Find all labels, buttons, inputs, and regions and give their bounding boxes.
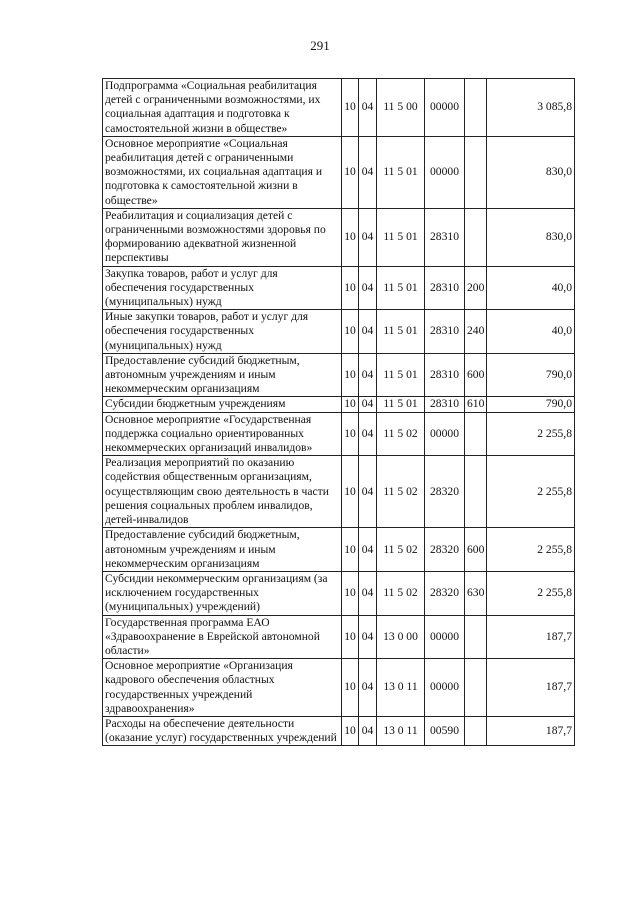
section-code-cell: 10 (342, 456, 359, 528)
expense-name-cell: Иные закупки товаров, работ и услуг для обеспечения государственных (муниципальных) нужд (103, 310, 342, 354)
subsection-code-cell: 04 (359, 208, 377, 266)
target-article-code-cell: 11 5 01 (377, 208, 425, 266)
amount-cell: 790,0 (487, 353, 575, 397)
expense-name-cell: Реабилитация и социализация детей с ограниченными возможностями здоровья по формированию адекватной жизненной перспективы (103, 208, 342, 266)
subsection-code-cell: 04 (359, 353, 377, 397)
expense-type-code-cell: 200 (465, 266, 487, 310)
expense-name-cell: Государственная программа ЕАО «Здравоохранение в Еврейской автономной области» (103, 615, 342, 659)
target-article-suffix-cell: 00000 (425, 659, 465, 717)
amount-cell: 187,7 (487, 615, 575, 659)
table-row (103, 310, 575, 354)
amount-cell: 2 255,8 (487, 528, 575, 572)
expense-name-cell: Подпрограмма «Социальная реабилитация детей с ограниченными возможностями, их социальная адаптация и подготовка к самостоятельной жизни в обществе» (103, 79, 342, 137)
subsection-code-cell: 04 (359, 79, 377, 137)
expense-name-cell: Субсидии некоммерческим организациям (за исключением государственных (муниципальных) учреждений) (103, 571, 342, 615)
target-article-code-cell: 13 0 11 (377, 716, 425, 745)
expense-type-code-cell: 600 (465, 353, 487, 397)
target-article-suffix-cell: 00000 (425, 79, 465, 137)
section-code-cell: 10 (342, 397, 359, 412)
section-code-cell: 10 (342, 716, 359, 745)
section-code-cell: 10 (342, 615, 359, 659)
target-article-suffix-cell: 28310 (425, 310, 465, 354)
section-code-cell: 10 (342, 571, 359, 615)
amount-cell: 187,7 (487, 716, 575, 745)
subsection-code-cell: 04 (359, 528, 377, 572)
table-row (103, 397, 575, 412)
target-article-suffix-cell: 28310 (425, 353, 465, 397)
expense-type-code-cell (465, 208, 487, 266)
section-code-cell: 10 (342, 353, 359, 397)
expense-type-code-cell (465, 456, 487, 528)
table-row (103, 456, 575, 528)
target-article-suffix-cell: 00000 (425, 615, 465, 659)
target-article-suffix-cell: 28320 (425, 528, 465, 572)
expense-type-code-cell (465, 659, 487, 717)
expense-type-code-cell (465, 136, 487, 208)
section-code-cell: 10 (342, 79, 359, 137)
expense-name-cell: Основное мероприятие «Государственная поддержка социально ориентированных некоммерческих организаций инвалидов» (103, 412, 342, 456)
table-row (103, 136, 575, 208)
amount-cell: 40,0 (487, 266, 575, 310)
target-article-code-cell: 11 5 01 (377, 266, 425, 310)
amount-cell: 3 085,8 (487, 79, 575, 137)
table-row (103, 571, 575, 615)
target-article-suffix-cell: 00000 (425, 136, 465, 208)
table-row (103, 79, 575, 137)
table-row (103, 615, 575, 659)
target-article-suffix-cell: 00000 (425, 412, 465, 456)
expense-type-code-cell (465, 615, 487, 659)
section-code-cell: 10 (342, 310, 359, 354)
subsection-code-cell: 04 (359, 571, 377, 615)
amount-cell: 2 255,8 (487, 412, 575, 456)
amount-cell: 830,0 (487, 136, 575, 208)
target-article-code-cell: 11 5 02 (377, 412, 425, 456)
table-row (103, 412, 575, 456)
budget-table (102, 78, 575, 746)
section-code-cell: 10 (342, 659, 359, 717)
amount-cell: 830,0 (487, 208, 575, 266)
target-article-code-cell: 11 5 02 (377, 528, 425, 572)
target-article-suffix-cell: 28310 (425, 266, 465, 310)
expense-name-cell: Основное мероприятие «Социальная реабилитация детей с ограниченными возможностями, их социальная адаптация и подготовка к самостоятельной жизни в обществе» (103, 136, 342, 208)
subsection-code-cell: 04 (359, 615, 377, 659)
expense-type-code-cell: 600 (465, 528, 487, 572)
expense-type-code-cell (465, 412, 487, 456)
subsection-code-cell: 04 (359, 397, 377, 412)
section-code-cell: 10 (342, 136, 359, 208)
expense-name-cell: Основное мероприятие «Организация кадрового обеспечения областных государственных учреждений здравоохранения» (103, 659, 342, 717)
expense-type-code-cell (465, 79, 487, 137)
target-article-suffix-cell: 00590 (425, 716, 465, 745)
target-article-code-cell: 11 5 01 (377, 136, 425, 208)
subsection-code-cell: 04 (359, 310, 377, 354)
expense-type-code-cell: 630 (465, 571, 487, 615)
amount-cell: 2 255,8 (487, 571, 575, 615)
expense-type-code-cell: 610 (465, 397, 487, 412)
subsection-code-cell: 04 (359, 412, 377, 456)
subsection-code-cell: 04 (359, 266, 377, 310)
expense-name-cell: Предоставление субсидий бюджетным, автономным учреждениям и иным некоммерческим организациям (103, 353, 342, 397)
table-row (103, 528, 575, 572)
target-article-code-cell: 11 5 02 (377, 571, 425, 615)
target-article-code-cell: 11 5 01 (377, 397, 425, 412)
subsection-code-cell: 04 (359, 659, 377, 717)
amount-cell: 40,0 (487, 310, 575, 354)
page-number: 291 (310, 38, 330, 53)
section-code-cell: 10 (342, 412, 359, 456)
target-article-code-cell: 13 0 11 (377, 659, 425, 717)
target-article-code-cell: 11 5 01 (377, 353, 425, 397)
expense-type-code-cell (465, 716, 487, 745)
target-article-suffix-cell: 28310 (425, 208, 465, 266)
amount-cell: 187,7 (487, 659, 575, 717)
expense-name-cell: Реализация мероприятий по оказанию содействия общественным организациям, осуществляющим свою деятельность в части решения социальных проблем инвалидов, детей-инвалидов (103, 456, 342, 528)
subsection-code-cell: 04 (359, 456, 377, 528)
target-article-suffix-cell: 28310 (425, 397, 465, 412)
table-row (103, 266, 575, 310)
section-code-cell: 10 (342, 528, 359, 572)
target-article-code-cell: 13 0 00 (377, 615, 425, 659)
amount-cell: 2 255,8 (487, 456, 575, 528)
target-article-code-cell: 11 5 02 (377, 456, 425, 528)
subsection-code-cell: 04 (359, 716, 377, 745)
target-article-suffix-cell: 28320 (425, 456, 465, 528)
expense-type-code-cell: 240 (465, 310, 487, 354)
expense-name-cell: Закупка товаров, работ и услуг для обеспечения государственных (муниципальных) нужд (103, 266, 342, 310)
subsection-code-cell: 04 (359, 136, 377, 208)
section-code-cell: 10 (342, 208, 359, 266)
table-row (103, 208, 575, 266)
table-row (103, 353, 575, 397)
target-article-code-cell: 11 5 00 (377, 79, 425, 137)
amount-cell: 790,0 (487, 397, 575, 412)
table-row (103, 716, 575, 745)
table-row (103, 659, 575, 717)
expense-name-cell: Субсидии бюджетным учреждениям (103, 397, 342, 412)
target-article-code-cell: 11 5 01 (377, 310, 425, 354)
expense-name-cell: Предоставление субсидий бюджетным, автономным учреждениям и иным некоммерческим организациям (103, 528, 342, 572)
section-code-cell: 10 (342, 266, 359, 310)
target-article-suffix-cell: 28320 (425, 571, 465, 615)
expense-name-cell: Расходы на обеспечение деятельности (оказание услуг) государственных учреждений (103, 716, 342, 745)
